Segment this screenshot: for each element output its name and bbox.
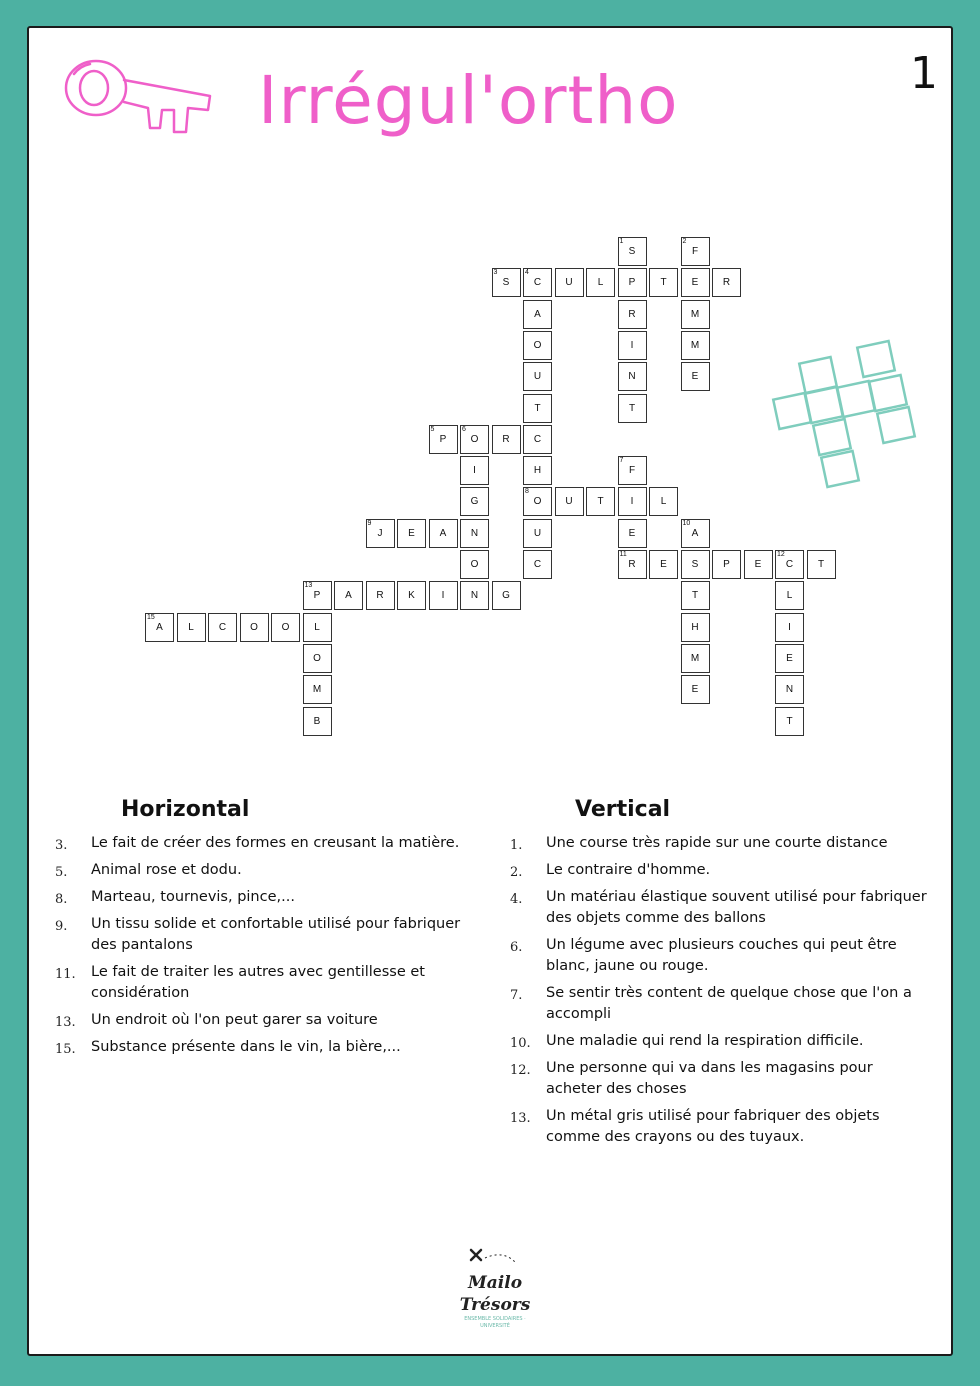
crossword-cell: [618, 237, 647, 266]
cell-letter: H: [533, 465, 542, 477]
cell-letter: M: [312, 684, 322, 696]
cell-letter: O: [470, 559, 479, 570]
cell-letter: L: [314, 621, 320, 633]
clue-number: 13: [304, 582, 313, 590]
crossword-cell: [681, 237, 710, 266]
cell-letter: I: [788, 621, 791, 633]
crossword-cell: [460, 456, 489, 485]
cell-letter: C: [218, 621, 227, 633]
clue-item: [510, 1031, 930, 1052]
crossword-cell: [775, 707, 804, 736]
crossword-cell: [303, 644, 332, 673]
cell-letter: O: [533, 339, 542, 351]
cell-letter: A: [345, 590, 352, 602]
cell-letter: B: [313, 715, 321, 727]
cell-letter: S: [628, 246, 636, 257]
crossword-cell: [492, 268, 521, 297]
clue-number: 1.: [510, 838, 523, 853]
cell-letter: E: [754, 559, 762, 570]
cell-letter: A: [439, 527, 447, 539]
clue-number: 6: [462, 425, 466, 433]
mailo-tresors-logo: [455, 1248, 535, 1332]
clue-item: [55, 962, 485, 1004]
clue-number: 6.: [510, 940, 523, 955]
crossword-cell: [523, 550, 552, 579]
crossword-cell: [681, 550, 710, 579]
crossword-cell: [303, 707, 332, 736]
crossword-cell: [649, 550, 678, 579]
cell-letter: I: [441, 590, 445, 602]
crossword-cell: [775, 675, 804, 704]
cell-letter: T: [534, 402, 541, 414]
cell-letter: R: [502, 433, 510, 445]
cell-letter: C: [785, 559, 794, 570]
cell-letter: N: [628, 371, 636, 383]
cell-letter: M: [690, 339, 700, 351]
cell-letter: E: [408, 527, 415, 539]
horizontal-heading: Horizontal: [121, 797, 250, 822]
crossword-cell: [523, 394, 552, 423]
crossword-cell: [586, 487, 615, 516]
clue-item: [55, 914, 485, 956]
clue-text: Une course très rapide sur une courte distance: [546, 835, 888, 851]
cell-letter: S: [502, 277, 510, 289]
cell-letter: F: [691, 246, 699, 257]
clue-item: [510, 887, 930, 929]
clue-text: Une maladie qui rend la respiration difficile.: [546, 1033, 864, 1049]
crossword-cell: [208, 613, 237, 642]
clue-text: Un endroit où l'on peut garer sa voiture: [91, 1012, 378, 1028]
cell-letter: R: [628, 559, 636, 570]
crossword-cell: [681, 675, 710, 704]
clue-text: Une personne qui va dans les magasins pour acheter des choses: [546, 1060, 873, 1097]
cell-letter: P: [439, 433, 447, 445]
clue-text: Un légume avec plusieurs couches qui peut être blanc, jaune ou rouge.: [546, 937, 897, 974]
cell-letter: O: [313, 652, 321, 664]
crossword-cell: [177, 613, 206, 642]
cell-letter: I: [473, 465, 476, 477]
treasure-map-icon: [455, 1248, 535, 1268]
clue-item: [510, 983, 930, 1025]
crossword-cell: [618, 394, 647, 423]
cell-letter: L: [188, 621, 194, 633]
cell-letter: L: [786, 590, 793, 602]
cell-letter: E: [691, 684, 699, 696]
logo-tagline: ENSEMBLE SOLIDAIRES · UNIVERSITÉ: [464, 1316, 526, 1329]
cell-letter: S: [691, 559, 699, 570]
clue-number: 9: [367, 519, 372, 527]
clue-number: 3: [493, 269, 498, 277]
cell-letter: T: [817, 559, 825, 570]
crossword-cell: [618, 519, 647, 548]
crossword-cell: [460, 581, 489, 610]
clue-number: 7.: [510, 988, 523, 1003]
cell-letter: C: [533, 559, 542, 570]
crossword-cell: [303, 675, 332, 704]
crossword-cell: [366, 519, 395, 548]
cell-letter: P: [723, 559, 730, 570]
clue-text: Se sentir très content de quelque chose que l'on a accompli: [546, 985, 912, 1022]
cell-letter: I: [630, 496, 634, 508]
cell-letter: E: [691, 371, 699, 383]
clue-text: Marteau, tournevis, pince,...: [91, 889, 295, 905]
crossword-cell: [618, 362, 647, 391]
cell-letter: M: [690, 652, 700, 664]
clue-text: Le fait de traiter les autres avec gentillesse et considération: [91, 964, 425, 1001]
cell-letter: E: [628, 527, 636, 539]
crossword-cell: [807, 550, 836, 579]
crossword-cell: [429, 581, 458, 610]
crossword-cell: [618, 300, 647, 329]
cell-letter: F: [628, 465, 636, 477]
crossword-cell: [460, 550, 489, 579]
crossword-cell: [681, 613, 710, 642]
clue-number: 15.: [55, 1042, 76, 1057]
page-title: Irrégul'ortho: [258, 62, 679, 139]
crossword-cell: [523, 331, 552, 360]
clue-item: [55, 1037, 485, 1058]
cell-letter: N: [470, 527, 479, 539]
clue-number: 10.: [510, 1036, 531, 1051]
clue-text: Le fait de créer des formes en creusant la matière.: [91, 835, 460, 851]
clue-number: 12.: [510, 1063, 531, 1078]
clue-number: 2: [682, 238, 687, 245]
clue-number: 10: [682, 519, 691, 527]
crossword-cell: [712, 550, 741, 579]
cell-letter: G: [502, 590, 510, 602]
cell-letter: U: [533, 371, 542, 383]
clue-number: 8.: [55, 892, 68, 907]
crossword-cell: [303, 613, 332, 642]
cell-letter: U: [565, 277, 573, 289]
clue-number: 13.: [55, 1015, 76, 1030]
crossword-cell: [460, 519, 489, 548]
clue-number: 12: [777, 551, 785, 558]
crossword-cell: [271, 613, 300, 642]
crossword-cell: [681, 300, 710, 329]
clue-item: [55, 860, 485, 881]
crossword-cell: [460, 425, 489, 454]
clue-number: 7: [619, 457, 624, 465]
cell-letter: P: [628, 277, 636, 289]
cell-letter: A: [534, 308, 541, 320]
crossword-cell: [523, 519, 552, 548]
cell-letter: L: [660, 496, 667, 508]
crossword-cell: [649, 487, 678, 516]
cell-letter: R: [628, 308, 636, 320]
clue-number: 15: [147, 613, 155, 621]
cell-letter: T: [786, 715, 793, 727]
crossword-cell: [145, 613, 174, 642]
clue-number: 3.: [55, 838, 68, 853]
clue-item: [510, 833, 930, 854]
crossword-cell: [523, 425, 552, 454]
cell-letter: H: [691, 621, 699, 633]
crossword-cell: [555, 487, 584, 516]
clue-text: Un métal gris utilisé pour fabriquer des objets comme des crayons ou des tuyaux.: [546, 1108, 880, 1145]
cell-letter: O: [281, 621, 290, 633]
crossword-cell: [555, 268, 584, 297]
clue-text: Substance présente dans le vin, la bière,...: [91, 1039, 401, 1055]
cell-letter: T: [660, 277, 667, 289]
cell-letter: N: [785, 684, 794, 696]
crossword-cell: [523, 300, 552, 329]
cell-letter: T: [597, 496, 604, 508]
clue-number: 5.: [55, 865, 68, 880]
crossword-cell: [775, 550, 804, 579]
clue-item: [510, 1058, 930, 1100]
vertical-heading: Vertical: [575, 797, 671, 822]
clue-item: [55, 887, 485, 908]
crossword-cell: [523, 362, 552, 391]
crossword-cell: [523, 268, 552, 297]
clue-item: [55, 1010, 485, 1031]
crossword-cell: [397, 581, 426, 610]
crossword-cell: [397, 519, 426, 548]
crossword-cell: [240, 613, 269, 642]
crossword-cell: [618, 456, 647, 485]
cell-letter: A: [691, 527, 699, 539]
cell-letter: E: [660, 559, 667, 570]
cell-letter: O: [470, 433, 479, 445]
crossword-cell: [775, 644, 804, 673]
cell-letter: C: [533, 277, 542, 289]
cell-letter: E: [786, 652, 793, 664]
cell-letter: O: [533, 496, 542, 508]
cell-letter: P: [313, 590, 321, 602]
crossword-cell: [303, 581, 332, 610]
clue-item: [510, 1106, 930, 1148]
crossword-cell: [775, 581, 804, 610]
cell-letter: C: [533, 433, 542, 445]
clue-text: Animal rose et dodu.: [91, 862, 242, 878]
cell-letter: N: [470, 590, 479, 602]
cell-letter: T: [628, 402, 636, 414]
crossword-cell: [712, 268, 741, 297]
horizontal-clue-list: [55, 833, 485, 1064]
clue-number: 8: [525, 488, 529, 496]
crossword-cell: [492, 425, 521, 454]
crossword-cell: [334, 581, 363, 610]
crossword-cell: [681, 581, 710, 610]
crossword-cell: [618, 550, 647, 579]
crossword-cell: [618, 268, 647, 297]
crossword-cell: [523, 456, 552, 485]
crossword-cell: [681, 362, 710, 391]
clue-item: [510, 935, 930, 977]
cell-letter: O: [250, 621, 258, 633]
clue-number: 1: [619, 238, 624, 245]
cell-letter: G: [470, 496, 479, 508]
crossword-cell: [492, 581, 521, 610]
clue-number: 4.: [510, 892, 523, 907]
logo-line2: Trésors: [459, 1295, 531, 1315]
cell-letter: T: [691, 590, 699, 602]
clue-number: 11.: [55, 967, 76, 982]
crossword-cell: [429, 519, 458, 548]
crossword-cell: [775, 613, 804, 642]
crossword-cell: [618, 331, 647, 360]
clue-number: 13.: [510, 1111, 531, 1126]
clue-number: 4: [525, 269, 529, 277]
clue-text: Un matériau élastique souvent utilisé pour fabriquer des objets comme des ballons: [546, 889, 927, 926]
cell-letter: A: [156, 621, 163, 633]
cell-letter: J: [377, 527, 383, 539]
crossword-cell: [681, 644, 710, 673]
clue-text: Le contraire d'homme.: [546, 862, 711, 878]
crossword-cell: [681, 268, 710, 297]
cell-letter: E: [691, 277, 699, 289]
crossword-cell: [460, 487, 489, 516]
cell-letter: K: [408, 590, 415, 602]
clue-number: 2.: [510, 865, 523, 880]
crossword-cell: [366, 581, 395, 610]
clue-number: 5: [430, 425, 435, 433]
crossword-cell: [681, 331, 710, 360]
cell-letter: I: [630, 339, 634, 351]
clue-number: 11: [619, 551, 627, 558]
crossword-cell: [618, 487, 647, 516]
clue-item: [510, 860, 930, 881]
cell-letter: R: [722, 277, 731, 289]
crossword-cell: [649, 268, 678, 297]
cell-letter: M: [690, 308, 700, 320]
cell-letter: L: [597, 277, 604, 289]
vertical-clue-list: [510, 833, 930, 1154]
clue-item: [55, 833, 485, 854]
crossword-cell: [523, 487, 552, 516]
cell-letter: U: [565, 496, 573, 508]
crossword-cell: [744, 550, 773, 579]
logo-line1: Mailo: [467, 1273, 523, 1293]
cell-letter: U: [533, 527, 542, 539]
clue-text: Un tissu solide et confortable utilisé pour fabriquer des pantalons: [91, 916, 461, 953]
crossword-cell: [586, 268, 615, 297]
cell-letter: R: [376, 590, 384, 602]
page-number: 1: [910, 48, 938, 99]
crossword-cell: [429, 425, 458, 454]
crossword-cell: [681, 519, 710, 548]
clue-number: 9.: [55, 919, 68, 934]
